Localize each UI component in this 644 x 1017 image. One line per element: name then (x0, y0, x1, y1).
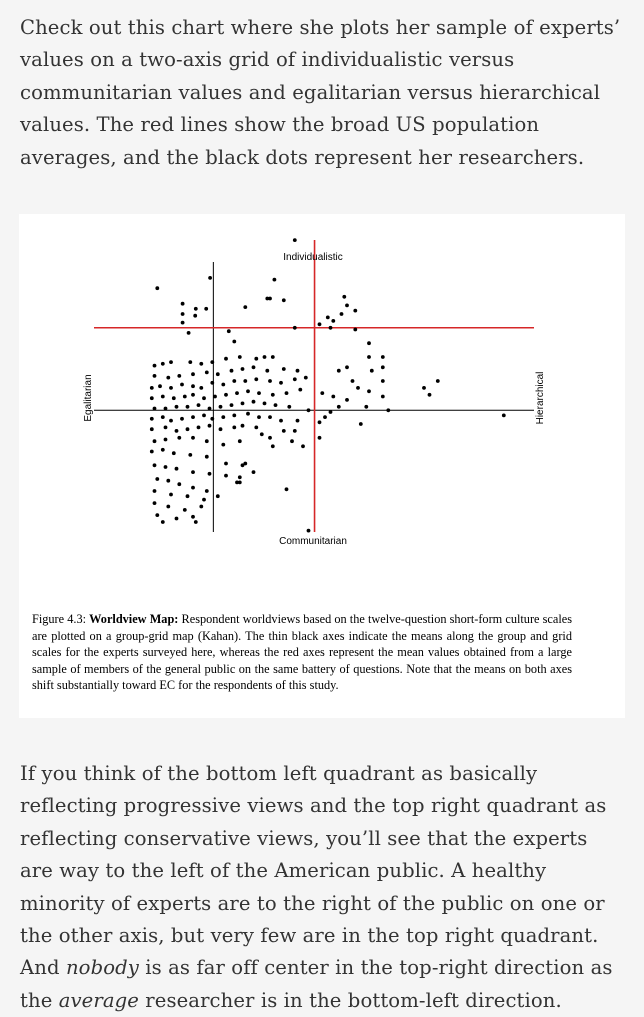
data-point (150, 386, 154, 390)
data-point (166, 376, 170, 380)
data-point (153, 407, 157, 411)
data-point (323, 415, 327, 419)
data-point (329, 326, 333, 330)
data-point (246, 389, 250, 393)
data-point (204, 307, 208, 311)
data-point (169, 419, 173, 423)
data-point (293, 429, 297, 433)
figure-caption (32, 611, 572, 694)
data-point (169, 386, 173, 390)
data-point (263, 402, 267, 406)
data-point (161, 448, 165, 452)
data-point (331, 395, 335, 399)
data-point (296, 419, 300, 423)
data-point (186, 427, 190, 431)
data-point (224, 474, 228, 478)
data-point (188, 453, 192, 457)
data-point (241, 424, 245, 428)
data-point (279, 419, 283, 423)
data-point (367, 341, 371, 345)
data-point (307, 529, 311, 533)
intro-paragraph: Check out this chart where she plots her sample of experts’ values on a two-axis grid of individualistic versus communitarian values and egalitarian versus hierarchical values. The red lines show the broad US population averages, and the black dots represent her researchers. (20, 16, 621, 169)
data-point (254, 357, 258, 361)
data-point (367, 355, 371, 359)
caption-title: Worldview Map: (89, 612, 179, 626)
data-point (428, 393, 432, 397)
data-point (241, 463, 245, 467)
conclusion-text-1: If you think of the bottom left quadrant as basically reflecting progressive views and the top right quadrant as reflecting conservative views, you’ll see that the experts are way to the left of the American public. A healthy minority of experts are to the right of the public on one or the other axis, but very few are in the top right quadrant. And (20, 762, 607, 980)
data-point (172, 396, 176, 400)
data-point (193, 314, 197, 318)
data-point (208, 276, 212, 280)
data-point (187, 331, 191, 335)
data-point (161, 395, 165, 399)
data-point (337, 405, 341, 409)
data-point (285, 487, 289, 491)
data-point (191, 436, 195, 440)
data-point (238, 355, 242, 359)
data-point (345, 304, 349, 308)
data-point (155, 477, 159, 481)
data-point (199, 505, 203, 509)
data-point (221, 415, 225, 419)
data-point (254, 377, 258, 381)
data-point (386, 408, 390, 412)
data-point (208, 407, 212, 411)
data-point (161, 362, 165, 366)
data-point (183, 395, 187, 399)
data-point (320, 391, 324, 395)
data-point (232, 379, 236, 383)
data-point (265, 369, 269, 373)
data-point (241, 367, 245, 371)
axis-label-left: Egalitarian (83, 374, 94, 422)
data-point (268, 379, 272, 383)
data-point (304, 376, 308, 380)
data-point (188, 360, 192, 364)
data-point (153, 364, 157, 368)
data-point (326, 316, 330, 320)
data-point (257, 415, 261, 419)
data-point (436, 379, 440, 383)
data-point (293, 377, 297, 381)
data-point (359, 422, 363, 426)
data-point (296, 369, 300, 373)
data-point (175, 429, 179, 433)
data-point (164, 426, 168, 430)
data-point (197, 403, 201, 407)
data-point (252, 365, 256, 369)
data-point (191, 515, 195, 519)
data-point (282, 429, 286, 433)
data-point (161, 520, 165, 524)
conclusion-text-2: is as far off center in the top-right direction as the (20, 956, 613, 1012)
data-point (153, 489, 157, 493)
data-point (345, 365, 349, 369)
data-point (381, 365, 385, 369)
data-point (381, 379, 385, 383)
data-point (219, 427, 223, 431)
data-point (337, 369, 341, 373)
data-point (177, 436, 181, 440)
data-point (208, 424, 212, 428)
data-point (329, 410, 333, 414)
data-point (153, 439, 157, 443)
data-point (273, 278, 277, 282)
data-point (180, 383, 184, 387)
conclusion-emphasis-2: average (58, 988, 139, 1012)
data-point (166, 479, 170, 483)
data-point (268, 436, 272, 440)
data-point (199, 362, 203, 366)
data-point (150, 417, 154, 421)
data-point (205, 489, 209, 493)
data-point (370, 369, 374, 373)
data-point (282, 367, 286, 371)
data-point (318, 420, 322, 424)
data-point (318, 322, 322, 326)
caption-text: Respondent worldviews based on the twelve-question short-form culture scales are plotted on a group-grid map (Kahan). The thin black axes indicate the means along the group and grid scales for the experts surveyed here, whereas the red axes represent the mean values obtained from a large sample of members of the general public on the same battery of questions. Note that the means on both axes shift substantially toward EC for the respondents of this study. (32, 612, 572, 692)
data-point (293, 238, 297, 242)
data-point (232, 414, 236, 418)
data-point (274, 403, 278, 407)
data-point (202, 414, 206, 418)
data-point (254, 426, 258, 430)
data-point (252, 400, 256, 404)
data-point (161, 415, 165, 419)
data-point (191, 393, 195, 397)
data-point (150, 396, 154, 400)
data-point (191, 384, 195, 388)
data-point (263, 355, 267, 359)
data-point (191, 415, 195, 419)
data-point (191, 372, 195, 376)
data-point (232, 426, 236, 430)
data-point (235, 391, 239, 395)
conclusion-paragraph (20, 758, 626, 1017)
data-point (181, 321, 185, 325)
data-point (186, 494, 190, 498)
data-point (260, 432, 264, 436)
data-point (202, 498, 206, 502)
data-point (181, 302, 185, 306)
data-point (342, 295, 346, 299)
data-point (381, 395, 385, 399)
data-point (205, 439, 209, 443)
data-point (155, 513, 159, 517)
data-point (241, 402, 245, 406)
data-point (246, 412, 250, 416)
caption-label: Figure 4.3: (32, 612, 87, 626)
data-point (175, 467, 179, 471)
data-point (186, 405, 190, 409)
data-point (243, 305, 247, 309)
data-point (232, 340, 236, 344)
data-point (183, 508, 187, 512)
data-point (287, 405, 291, 409)
conclusion-text-3: researcher is in the bottom-left direction. (138, 988, 562, 1012)
data-point (227, 329, 231, 333)
data-point (164, 407, 168, 411)
data-point (301, 444, 305, 448)
data-point (279, 381, 283, 385)
data-point (224, 357, 228, 361)
data-point (243, 379, 247, 383)
data-point (210, 381, 214, 385)
data-point (502, 414, 506, 418)
data-point (150, 427, 154, 431)
data-point (210, 360, 214, 364)
scatter-chart (19, 214, 625, 604)
axis-label-right: Hierarchical (535, 371, 546, 425)
data-point (177, 482, 181, 486)
data-point (293, 326, 297, 330)
data-point (422, 386, 426, 390)
data-point (191, 470, 195, 474)
data-point (219, 405, 223, 409)
data-point (282, 298, 286, 302)
data-point (318, 436, 322, 440)
data-point (235, 481, 239, 485)
data-point (221, 383, 225, 387)
data-point (364, 405, 368, 409)
data-point (202, 396, 206, 400)
data-point (216, 494, 220, 498)
data-point (290, 439, 294, 443)
conclusion-emphasis-1: nobody (65, 956, 139, 980)
data-point (197, 426, 201, 430)
data-point (216, 372, 220, 376)
data-point (367, 389, 371, 393)
data-point (164, 438, 168, 442)
data-point (150, 450, 154, 454)
data-point (331, 319, 335, 323)
data-point (285, 391, 289, 395)
data-point (257, 391, 261, 395)
data-point (356, 386, 360, 390)
data-point (230, 403, 234, 407)
data-point (191, 486, 195, 490)
data-point (353, 309, 357, 313)
data-point (353, 328, 357, 332)
data-point (351, 379, 355, 383)
data-point (210, 417, 214, 421)
data-point (166, 505, 170, 509)
data-point (153, 374, 157, 378)
data-point (271, 355, 275, 359)
data-point (172, 451, 176, 455)
data-point (169, 360, 173, 364)
data-point (169, 493, 173, 497)
data-point (238, 475, 242, 479)
data-point (158, 384, 162, 388)
figure-panel (19, 214, 625, 718)
data-point (194, 307, 198, 311)
data-point (181, 312, 185, 316)
data-point (153, 463, 157, 467)
data-point (194, 520, 198, 524)
data-point (271, 444, 275, 448)
data-point (208, 472, 212, 476)
data-point (155, 286, 159, 290)
data-point (345, 398, 349, 402)
data-point (340, 312, 344, 316)
data-point (238, 439, 242, 443)
axis-label-bottom: Communitarian (279, 536, 347, 547)
data-point (271, 393, 275, 397)
data-point (307, 408, 311, 412)
data-point (175, 405, 179, 409)
data-point (230, 369, 234, 373)
data-point (252, 470, 256, 474)
data-point (175, 517, 179, 521)
data-point (213, 395, 217, 399)
data-point (298, 388, 302, 392)
data-point (268, 297, 272, 301)
data-point (205, 371, 209, 375)
data-point (199, 386, 203, 390)
data-point (153, 501, 157, 505)
data-point (164, 465, 168, 469)
data-point (180, 417, 184, 421)
data-point (381, 355, 385, 359)
data-point (221, 443, 225, 447)
data-point (224, 393, 228, 397)
data-point (177, 374, 181, 378)
axis-label-top: Individualistic (283, 252, 343, 263)
data-point (268, 415, 272, 419)
data-point (205, 455, 209, 459)
data-point (224, 462, 228, 466)
